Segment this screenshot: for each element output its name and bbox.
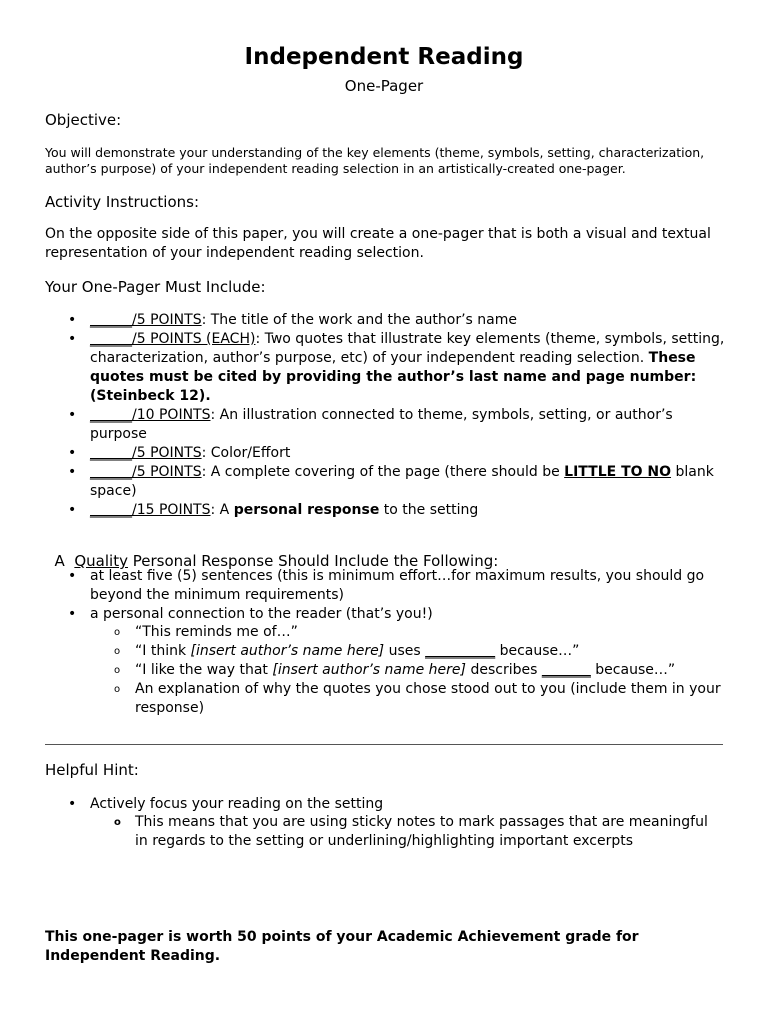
quality-sublist bbox=[114, 623, 725, 718]
list-item bbox=[68, 567, 726, 605]
list-item bbox=[114, 642, 725, 661]
quality-heading bbox=[45, 534, 498, 570]
item-text: “This reminds me of…” bbox=[135, 624, 298, 640]
bullet-icon: • bbox=[68, 502, 77, 518]
objective-heading-colon: : bbox=[116, 111, 122, 129]
quality-list bbox=[68, 567, 726, 624]
points-blank: ______/5 POINTS bbox=[90, 312, 202, 328]
divider bbox=[45, 744, 723, 745]
must-include-heading: Your One-Pager Must Include: bbox=[45, 278, 266, 296]
item-text: blank space) bbox=[90, 464, 714, 499]
item-text: : A complete covering of the page (there should be bbox=[201, 464, 565, 480]
list-item bbox=[114, 813, 725, 851]
circle-bullet-icon: o bbox=[114, 627, 121, 638]
footer-note: This one-pager is worth 50 points of your Academic Achievement grade for Independent Reading. bbox=[45, 929, 639, 964]
item-text: “I think bbox=[135, 643, 191, 659]
item-text: : Color/Effort bbox=[201, 445, 291, 461]
list-item bbox=[68, 501, 726, 520]
item-text: : The title of the work and the author’s name bbox=[201, 312, 518, 328]
points-blank: ______/5 POINTS (EACH) bbox=[90, 331, 256, 347]
points-blank: ______/15 POINTS bbox=[90, 502, 211, 518]
item-text: : An illustration connected to theme, symbols, setting, or author’s purpose bbox=[90, 407, 673, 442]
list-item bbox=[114, 680, 725, 718]
hint-heading: Helpful Hint: bbox=[45, 761, 139, 779]
item-text: a personal connection to the reader (that’s you!) bbox=[90, 606, 433, 622]
list-item bbox=[68, 463, 726, 501]
list-item bbox=[68, 406, 726, 444]
page-title: Independent Reading bbox=[244, 44, 524, 70]
item-text: This means that you are using sticky notes to mark passages that are meaningful in regards to the setting or underlining/highlighting important excerpts bbox=[135, 814, 708, 849]
emphasis-text: LITTLE TO NO bbox=[564, 464, 672, 480]
points-blank: ______/5 POINTS bbox=[90, 464, 202, 480]
objective-heading bbox=[45, 111, 121, 129]
quality-heading-rest: Personal Response Should Include the Following: bbox=[127, 552, 499, 570]
bullet-icon: • bbox=[68, 464, 77, 480]
objective-text: You will demonstrate your understanding of the key elements (theme, symbols, setting, characterization, author’s purpose) of your independent reading selection in an artistically-created one-pager. bbox=[45, 145, 705, 176]
quality-heading-prefix: A bbox=[54, 552, 75, 570]
item-text: : A bbox=[210, 502, 234, 518]
quality-heading-quality: Quality bbox=[74, 552, 128, 570]
item-text: to the setting bbox=[379, 502, 479, 518]
points-blank: ______/10 POINTS bbox=[90, 407, 211, 423]
emphasis-text: personal response bbox=[233, 502, 380, 518]
list-item bbox=[68, 330, 726, 406]
bullet-icon: • bbox=[68, 606, 77, 622]
list-item bbox=[114, 661, 725, 680]
blank-line: _______ bbox=[541, 662, 591, 678]
item-text: An explanation of why the quotes you chose stood out to you (include them in your response) bbox=[135, 681, 721, 716]
circle-bullet-icon: o bbox=[114, 646, 121, 657]
list-item bbox=[114, 623, 725, 642]
item-text: Actively focus your reading on the setting bbox=[90, 796, 384, 812]
must-include-list bbox=[68, 311, 726, 520]
blank-line: __________ bbox=[425, 643, 496, 659]
circle-bullet-icon: o bbox=[114, 684, 121, 695]
bullet-icon: • bbox=[68, 312, 77, 328]
bullet-icon: • bbox=[68, 407, 77, 423]
circle-bullet-icon: o bbox=[114, 817, 121, 828]
list-item bbox=[68, 311, 726, 330]
item-text: because…” bbox=[590, 662, 676, 678]
citation-requirement: These quotes must be cited by providing the author’s last name and page number: (Steinbeck 12). bbox=[90, 350, 697, 404]
item-text: because…” bbox=[495, 643, 580, 659]
list-item bbox=[68, 795, 726, 814]
points-blank: ______/5 POINTS bbox=[90, 445, 202, 461]
objective-heading-text: Objective bbox=[45, 111, 117, 129]
item-text: describes bbox=[466, 662, 542, 678]
activity-heading: Activity Instructions: bbox=[45, 193, 200, 211]
hint-sublist bbox=[114, 813, 725, 851]
item-text: : Two quotes that illustrate key elements (theme, symbols, setting, characterization, author’s purpose, etc) of your independent reading selection. bbox=[90, 331, 725, 366]
item-text: “I like the way that bbox=[135, 662, 273, 678]
bullet-icon: • bbox=[68, 331, 77, 347]
hint-list bbox=[68, 795, 726, 814]
bullet-icon: • bbox=[68, 796, 77, 812]
bullet-icon: • bbox=[68, 445, 77, 461]
item-text: at least five (5) sentences (this is minimum effort…for maximum results, you should go beyond the minimum requirements) bbox=[90, 568, 705, 603]
placeholder-text: [insert author’s name here] bbox=[272, 662, 466, 678]
circle-bullet-icon: o bbox=[114, 665, 121, 676]
page-subtitle: One-Pager bbox=[344, 77, 424, 95]
bullet-icon: • bbox=[68, 568, 77, 584]
item-text: uses bbox=[384, 643, 426, 659]
activity-text: On the opposite side of this paper, you will create a one-pager that is both a visual and textual representation of your independent reading selection. bbox=[45, 226, 711, 261]
list-item bbox=[68, 444, 726, 463]
placeholder-text: [insert author’s name here] bbox=[190, 643, 385, 659]
list-item bbox=[68, 605, 726, 624]
